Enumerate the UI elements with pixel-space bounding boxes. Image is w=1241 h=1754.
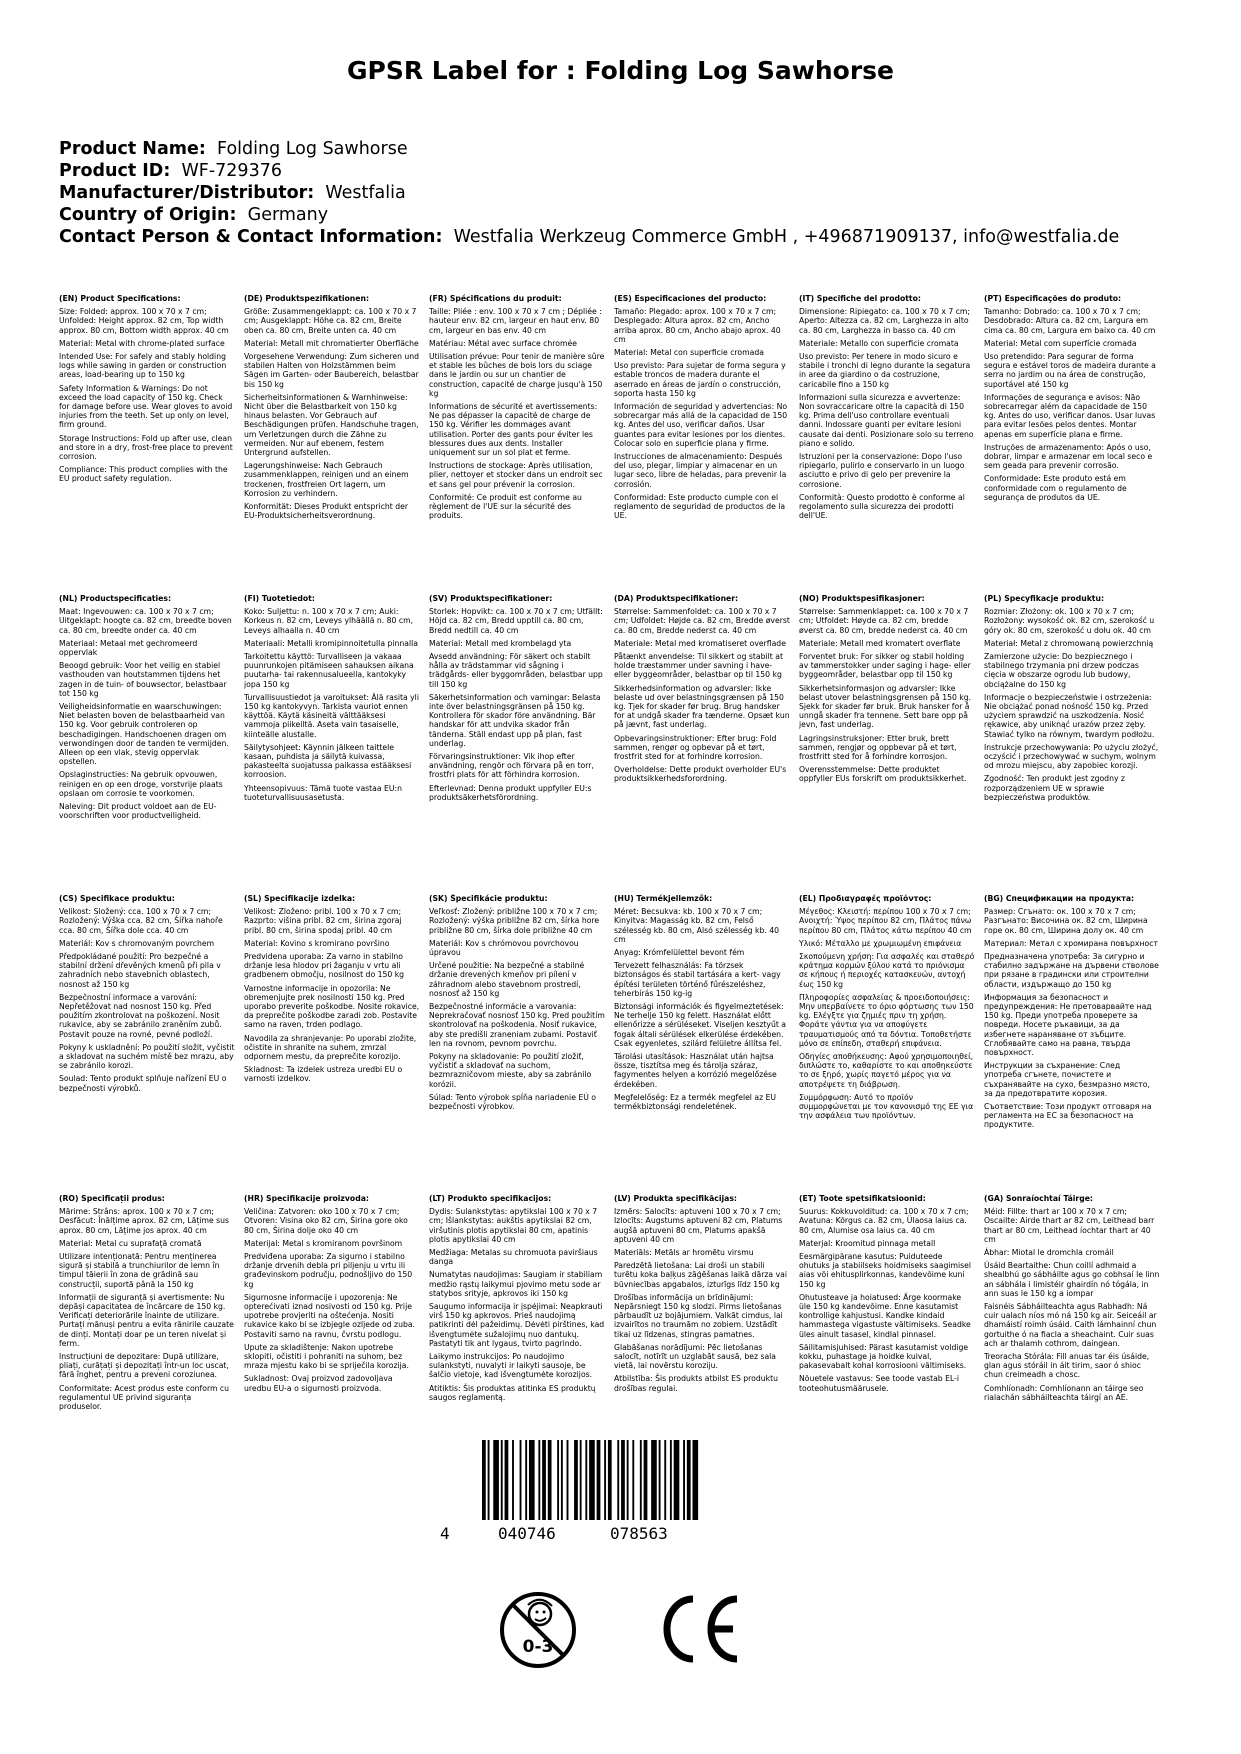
- barcode-bar: [683, 1440, 685, 1520]
- section-paragraph: Sukladnost: Ovaj proizvod zadovoljava uredbu EU-a o sigurnosti proizvoda.: [244, 1374, 393, 1393]
- section-paragraph: Soulad: Tento produkt splňuje nařízení EU o bezpečnosti výrobků.: [59, 1074, 227, 1093]
- section-heading: (CS) Specifikace produktu:: [59, 894, 175, 903]
- section-paragraph: Beoogd gebruik: Voor het veilig en stabiel vasthouden van houtstammen tijdens het zagen in de tuin- of bouwsector, belastbaar tot 150 kg: [59, 661, 227, 698]
- section-paragraph: Tarkoitettu käyttö: Turvalliseen ja vakaaa puunrunkojen pitämiseen sahauksen aikana puutarha- tai rakennusalueella, kantokyky jopa 150 kg: [244, 652, 414, 689]
- section-paragraph: Säilitamisjuhised: Pärast kasutamist voldige kokku, puhastage ja hoidke kuival, pakasevabalt kohal korrosiooni vältimiseks.: [799, 1342, 969, 1371]
- section-paragraph: Rozmiar: Złożony: ok. 100 x 70 x 7 cm; Rozłożony: wysokość ok. 82 cm, szerokość u góry ok. 80 cm, szerokość u dołu ok. 40 cm: [984, 607, 1155, 635]
- barcode-bar: [608, 1440, 612, 1520]
- section-paragraph: Material: Metal con superficie cromada: [614, 348, 764, 358]
- barcode-bar: [567, 1440, 569, 1520]
- section-paragraph: Lagerungshinweise: Nach Gebrauch zusammenklappen, reinigen und an einem trockenen, frostfreien Ort lagern, um Korrosion zu verhindern.: [244, 461, 409, 498]
- section-paragraph: Paredzētā lietošana: Lai droši un stabili turētu koka baļķus zāģēšanas laikā dārza vai būvniecības apgabalos, izturīgs līdz 150 kg: [614, 1261, 787, 1289]
- product-name-label: Product Name:: [59, 139, 206, 159]
- section-heading: (ES) Especificaciones del producto:: [614, 294, 767, 303]
- section-paragraph: Materiaal: Metaal met gechromeerd oppervlak: [59, 638, 198, 658]
- section-paragraph: Material: Metal with chrome-plated surface: [59, 338, 225, 348]
- section-paragraph: Informazioni sulla sicurezza e avvertenze: Non sovraccaricare oltre la capacità di 150 kg. Prima dell'uso controllare eventuali danni. Indossare guanti per evitare lesioni causate dai denti. Posizionare solo su terreno piano e solido.: [799, 392, 974, 448]
- section-paragraph: Suurus: Kokkuvolditud: ca. 100 x 70 x 7 cm; Avatuna: Kõrgus ca. 82 cm, Ülaosa laius ca. 80 cm, Alumise osa laius ca. 40 cm: [799, 1207, 969, 1235]
- section-paragraph: Conformité: Ce produit est conforme au règlement de l'UE sur la sécurité des produits.: [429, 492, 582, 521]
- section-paragraph: Upute za skladištenje: Nakon upotrebe sklopiti, očistiti i pohraniti na suhom, bez mraza mjestu kako bi se spriječila korozija.: [244, 1342, 409, 1371]
- section-paragraph: Veiligheidsinformatie en waarschuwingen: Niet belasten boven de belastbaarheid van 150 kg. Voor gebruik controleren op beschadigingen. Handschoenen dragen om verwondingen door de tanden te vermijden. Alleen op een vlak, stevig oppervlak opstellen.: [59, 702, 229, 767]
- barcode-bar: [548, 1440, 552, 1520]
- barcode-bar: [644, 1440, 648, 1520]
- section-heading: (LT) Produkto specifikacijos:: [429, 1194, 552, 1203]
- section-paragraph: Uso previsto: Para sujetar de forma segura y estable troncos de madera durante el aserrado en áreas de jardín o construcción, soporta hasta 150 kg: [614, 361, 786, 398]
- section-paragraph: Materiał: Metal z chromowaną powierzchnią: [984, 638, 1154, 648]
- section-heading: (PL) Specyfikacje produktu:: [984, 594, 1105, 603]
- barcode-bar: [604, 1440, 606, 1520]
- barcode-bar: [627, 1440, 629, 1520]
- section-paragraph: Navodila za shranjevanje: Po uporabi zložite, očistite in shranite na suhem, zmrzal odpornem mestu, da preprečite korozijo.: [244, 1033, 417, 1062]
- product-name-value: Folding Log Sawhorse: [217, 139, 408, 159]
- section-paragraph: Numatytas naudojimas: Saugiam ir stabiliam medžio rąstų laikymui pjovimo metu sode ar statybos srityje, apkrovos iki 150 kg: [429, 1270, 603, 1298]
- section-paragraph: Material: Metal com superfície cromada: [984, 338, 1137, 348]
- section-paragraph: Ábhar: Miotal le dromchla cromáil: [984, 1248, 1114, 1258]
- section-paragraph: Sikkerhedsinformation og advarsler: Ikke belaste ud over belastningsgrænsen på 150 kg. Tjek for skader før brug. Brug handsker for at undgå skader fra tænderne. Opsæt kun på jævnt, fast underlag.: [614, 683, 790, 730]
- section-paragraph: Úsáid Beartaithe: Chun coillí adhmaid a shealbhú go sábháilte agus go cobhsaí le linn an sábhála i limistéir ghairdín nó tógála, in ann suas le 150 kg a iompar: [984, 1261, 1160, 1298]
- section-heading: (SV) Produktspecifikationer:: [429, 594, 553, 603]
- section-paragraph: Material: Kovino s kromirano površino: [244, 938, 390, 948]
- section-paragraph: Dimensione: Ripiegato: ca. 100 x 70 x 7 cm; Aperto: Altezza ca. 82 cm, Larghezza in alto ca. 80 cm, Larghezza in basso ca. 40 cm: [799, 307, 970, 335]
- language-section: [984, 1194, 1160, 1494]
- section-paragraph: Laikymo instrukcijos: Po naudojimo sulankstyti, nuvalyti ir laikyti sausoje, be šalčio vietoje, kad išvengtumėte korozijos.: [429, 1352, 593, 1380]
- section-heading: (ET) Toote spetsifikatsioonid:: [799, 1194, 926, 1203]
- section-paragraph: Materiaali: Metalli kromipinnoitetulla pinnalla: [244, 638, 418, 648]
- section-paragraph: Conformità: Questo prodotto è conforme al regolamento sulla sicurezza dei prodotti dell'UE.: [799, 492, 965, 521]
- barcode-bar: [632, 1440, 634, 1520]
- language-section: [799, 294, 975, 594]
- section-paragraph: Utilizare intenționată: Pentru menținerea sigură și stabilă a trunchiurilor de lemn în timpul tăierii în zona de grădină sau construcții, suportă până la 150 kg: [59, 1252, 220, 1289]
- barcode-digit-lead: 4: [440, 1524, 450, 1543]
- section-paragraph: Velikost: Zloženo: pribl. 100 x 70 x 7 cm; Razprto: višina pribl. 82 cm, širina zgoraj pribl. 80 cm, širina spodaj pribl. 40 cm: [244, 907, 402, 935]
- section-paragraph: Treoracha Stórála: Fill anuas tar éis úsáide, glan agus stóráil in áit tirim, saor ó shioc chun creimeadh a chosc.: [984, 1352, 1150, 1380]
- section-paragraph: Materiale: Metallo con superficie cromata: [799, 338, 959, 348]
- section-heading: (BG) Спецификации на продукта:: [984, 894, 1135, 903]
- barcode-digits-left: 040746: [498, 1524, 556, 1543]
- barcode-digits-right: 078563: [610, 1524, 668, 1543]
- section-paragraph: Tamanho: Dobrado: ca. 100 x 70 x 7 cm; Desdobrado: Altura ca. 82 cm, Largura em cima ca. 80 cm, Largura em baixo ca. 40 cm: [984, 307, 1156, 335]
- section-paragraph: Turvallisuustiedot ja varoitukset: Älä rasita yli 150 kg kantokyvyn. Tarkista vauriot ennen käyttöä. Käytä käsineitä välttääksesi vammoja piikeiltä. Aseta vain tasaiselle, kiinteälle alustalle.: [244, 692, 419, 739]
- barcode-bar: [542, 1440, 546, 1520]
- section-heading: (DA) Produktspecifikationer:: [614, 594, 739, 603]
- section-paragraph: Saugumo informacija ir įspėjimai: Neapkrauti virš 150 kg apkrovos. Prieš naudojimą patikrinti dėl pažeidimų. Dėvėti pirštines, kad išvengtumėte sužalojimų nuo dantukų. Pastatyti tik ant lygaus, tvirto pagrindo.: [429, 1302, 605, 1348]
- section-heading: (NO) Produktspesifikasjoner:: [799, 594, 925, 603]
- section-paragraph: Materiál: Kov s chrómovou povrchovou úpravou: [429, 938, 579, 958]
- barcode-bar: [512, 1440, 514, 1520]
- language-section: [799, 594, 975, 894]
- section-paragraph: Material: Metal cu suprafață cromată: [59, 1238, 202, 1248]
- section-paragraph: Biztonsági információk és figyelmeztetések: Ne terhelje 150 kg felett. Használat előtt ellenőrizze a sérüléseket. Viseljen kesztyűt a fogak általi sérülések elkerülése érdekében. Csak egyenletes, szilárd felületre állítsa fel.: [614, 1002, 787, 1048]
- product-id-value: WF-729376: [181, 161, 282, 181]
- section-heading: (FR) Spécifications du produit:: [429, 294, 562, 303]
- section-paragraph: Materiale: Metall med kromatert overflate: [799, 638, 961, 648]
- section-paragraph: Säilytysohjeet: Käynnin jälkeen taittele kasaan, puhdista ja säilytä kuivassa, pakasteelta suojatussa paikassa estääksesi korroosion.: [244, 742, 412, 780]
- section-paragraph: Compliance: This product complies with the EU product safety regulation.: [59, 465, 228, 484]
- section-heading: (PT) Especificações do produto:: [984, 294, 1122, 303]
- language-section: [984, 894, 1160, 1194]
- manufacturer-value: Westfalia: [325, 183, 406, 203]
- product-name-row: [59, 138, 1119, 160]
- section-paragraph: Conformidade: Este produto está em conformidade com o regulamento de segurança de produtos da UE.: [984, 474, 1127, 502]
- section-paragraph: Tárolási utasítások: Használat után hajtsa össze, tisztítsa meg és tárolja száraz, fagymentes helyen a korrózió megelőzése érdekében.: [614, 1052, 777, 1089]
- section-paragraph: Drošības informācija un brīdinājumi: Nepārsniegt 150 kg slodzi. Pirms lietošanas pārbaudīt uz bojājumiem. Valkāt cimdus, lai izvairītos no traumām no zobiem. Uzstādīt tikai uz līdzenas, stingras pamatnes.: [614, 1292, 783, 1339]
- manufacturer-label: Manufacturer/Distributor:: [59, 183, 315, 203]
- section-paragraph: Velikost: Složený: cca. 100 x 70 x 7 cm; Rozložený: Výška cca. 82 cm, Šířka nahoře cca. 80 cm, Šířka dole cca. 40 cm: [59, 907, 223, 935]
- section-paragraph: Opslaginstructies: Na gebruik opvouwen, reinigen en op een droge, vorstvrije plaats opslaan om corrosie te voorkomen.: [59, 770, 223, 798]
- country-label: Country of Origin:: [59, 205, 237, 225]
- section-paragraph: Informacje o bezpieczeństwie i ostrzeżenia: Nie obciążać ponad nośność 150 kg. Przed użyciem sprawdzić na uszkodzenia. Nosić rękawice, aby uniknąć urazów przez zęby. Stawiać tylko na równym, twardym podłożu.: [984, 692, 1155, 739]
- section-paragraph: Informations de sécurité et avertissements: Ne pas dépasser la capacité de charge de 150 kg. Vérifier les dommages avant utilisation. Porter des gants pour éviter les blessures dues aux dents. Installer uniquement sur un sol plat et ferme.: [429, 402, 598, 458]
- section-paragraph: Uso pretendido: Para segurar de forma segura e estável toros de madeira durante a serra no jardim ou na área de construção, suportável até 150 kg: [984, 352, 1156, 389]
- barcode-bar: [589, 1440, 595, 1520]
- ce-mark-icon: [655, 1585, 745, 1675]
- language-section: [984, 294, 1160, 594]
- barcode-bar: [621, 1440, 625, 1520]
- barcode-bar: [674, 1440, 680, 1520]
- language-section: [614, 594, 790, 894]
- section-heading: (HR) Specifikacije proizvoda:: [244, 1194, 369, 1203]
- section-paragraph: Информация за безопасност и предупреждения: Не претоварвайте над 150 kg. Преди употреба проверете за повреди. Носете ръкавици, за да избегнете нараняване от зъбците. Сглобявайте само на равна, твърда повърхност.: [984, 992, 1152, 1058]
- barcode-bar: [617, 1440, 619, 1520]
- language-section: [244, 1194, 420, 1494]
- section-row: [59, 894, 1189, 1194]
- language-section: [59, 594, 235, 894]
- section-paragraph: Instrucciones de almacenamiento: Después del uso, plegar, limpiar y almacenar en un lugar seco, libre de heladas, para prevenir la corrosión.: [614, 452, 787, 489]
- section-paragraph: Instruções de armazenamento: Após o uso, dobrar, limpar e armazenar em local seco e sem geada para prevenir corrosão.: [984, 442, 1153, 471]
- section-paragraph: Určené použitie: Na bezpečné a stabilné držanie drevených kmeňov pri pílení v záhradnom alebo stavebnom prostredí, nosnosť až 150 kg: [429, 961, 585, 998]
- barcode-bar: [580, 1440, 582, 1520]
- section-paragraph: Veličina: Zatvoren: oko 100 x 70 x 7 cm; Otvoren: Visina oko 82 cm, Širina gore oko 80 cm, Širina dolje oko 40 cm: [244, 1207, 408, 1235]
- section-heading: (GA) Sonraíochtaí Táirge:: [984, 1194, 1094, 1203]
- manufacturer-row: [59, 182, 1119, 204]
- section-paragraph: Opbevaringsinstruktioner: Efter brug: Fold sammen, rengør og opbevar på et tørt, frostfrit sted for at forhindre korrosion.: [614, 733, 777, 762]
- language-section: [429, 594, 605, 894]
- section-paragraph: Инструкции за съхранение: След употреба сгънете, почистете и съхранявайте на сухо, безмразно място, за да предотвратите корозия.: [984, 1061, 1150, 1098]
- section-paragraph: Размер: Сгънато: ок. 100 x 70 x 7 cm; Разгънато: Височина ок. 82 cm, Ширина горе ок. 80 cm, Ширина долу ок. 40 cm: [984, 907, 1148, 935]
- section-paragraph: Съответствие: Този продукт отговаря на регламента на ЕС за безопасност на продуктите.: [984, 1102, 1152, 1130]
- section-paragraph: Bezpečnostné informácie a varovania: Neprekračovať nosnosť 150 kg. Pred použitím skontrolovať na poškodenia. Nosiť rukavice, aby ste predišli zraneniam zubami. Postaviť len na rovnom, pevnom povrchu.: [429, 1002, 605, 1048]
- section-heading: (HU) Termékjellemzők:: [614, 894, 713, 903]
- section-paragraph: Atbilstība: Šis produkts atbilst ES produktu drošības regulai.: [614, 1374, 778, 1393]
- section-heading: (FI) Tuotetiedot:: [244, 594, 315, 603]
- section-paragraph: Instrukcje przechowywania: Po użyciu złożyć, oczyścić i przechowywać w suchym, wolnym od mrozu miejscu, aby zapobiec korozji.: [984, 742, 1159, 771]
- section-paragraph: Faisnéis Sábháilteachta agus Rabhadh: Ná cuir ualach níos mó ná 150 kg air. Seiceáil ar dhamáistí roimh úsáid. Caith lámhainní chun gortuithe ó na fiacla a sheachaint. Cuir suas ach ar thalamh cothrom, daingean.: [984, 1302, 1157, 1348]
- barcode-bar: [557, 1440, 559, 1520]
- barcode-bar: [505, 1440, 509, 1520]
- section-paragraph: Tervezett felhasználás: Fa törzsek biztonságos és stabil tartására a kert- vagy építési területen történő fűrészeléshez, teherbírás 150 kg-ig: [614, 961, 781, 998]
- section-paragraph: Lagringsinstruksjoner: Etter bruk, brett sammen, rengjør og oppbevar på et tørt, frostfritt sted for å forhindre korrosjon.: [799, 733, 957, 762]
- section-paragraph: Istruzioni per la conservazione: Dopo l'uso ripiegarlo, pulirlo e conservarlo in un luogo asciutto e privo di gelo per prevenire la corrosione.: [799, 452, 965, 489]
- barcode-bar: [538, 1440, 540, 1520]
- section-paragraph: Konformität: Dieses Produkt entspricht der EU-Produktsicherheitsverordnung.: [244, 502, 409, 521]
- barcode-bar: [585, 1440, 587, 1520]
- section-paragraph: Zgodność: Ten produkt jest zgodny z rozporządzeniem UE w sprawie bezpieczeństwa produktów.: [984, 774, 1125, 802]
- section-paragraph: Yhteensopivuus: Tämä tuote vastaa EU:n tuoteturvallisuusasetusta.: [244, 783, 402, 802]
- section-paragraph: Skladnost: Ta izdelek ustreza uredbi EU o varnosti izdelkov.: [244, 1065, 403, 1084]
- barcode-bar: [640, 1440, 642, 1520]
- section-paragraph: Ohutusteave ja hoiatused: Ärge koormake üle 150 kg kandevõime. Enne kasutamist kontrollige kahjustusi. Kandke kindaid hammastega vigastuste vältimiseks. Seadke üles ainult tasasel, kindlal pinnasel.: [799, 1292, 971, 1339]
- barcode-bar: [664, 1440, 666, 1520]
- section-paragraph: Comhlíonadh: Comhlíonann an táirge seo rialachán sábháilteachta táirgí an AE.: [984, 1383, 1144, 1402]
- barcode-bar: [520, 1440, 522, 1520]
- section-paragraph: Υλικό: Μέταλλο με χρωμιωμένη επιφάνεια: [799, 938, 962, 948]
- section-paragraph: Sigurnosne informacije i upozorenja: Ne opterećivati iznad nosivosti od 150 kg. Prije upotrebe provjeriti na oštećenja. Nositi rukavice kako bi se izbjegle ozljede od zuba. Postaviti samo na ravnu, čvrstu podlogu.: [244, 1292, 416, 1339]
- language-section: [429, 294, 605, 594]
- section-paragraph: Efterlevnad: Denna produkt uppfyller EU:s produktsäkerhetsförordning.: [429, 783, 592, 802]
- section-heading: (LV) Produkta specifikācijas:: [614, 1194, 737, 1203]
- barcode-bar: [561, 1440, 563, 1520]
- section-paragraph: Påtænkt anvendelse: Til sikkert og stabilt at holde træstammer under savning i have- eller byggeområder, belastbar op til 150 kg: [614, 652, 783, 680]
- section-paragraph: Tamaño: Plegado: aprox. 100 x 70 x 7 cm; Desplegado: Altura aprox. 82 cm, Ancho arriba aprox. 80 cm, Ancho abajo aprox. 40 cm: [614, 307, 781, 344]
- barcode-bar: [501, 1440, 503, 1520]
- section-paragraph: Instructions de stockage: Après utilisation, plier, nettoyer et stocker dans un endroit sec et sans gel pour prévenir la corrosion.: [429, 461, 603, 489]
- language-section: [244, 894, 420, 1194]
- section-paragraph: Pokyny na skladovanie: Po použití zložiť, vyčistiť a skladovať na suchom, bezmrazničovom mieste, aby sa zabránilo korózii.: [429, 1052, 592, 1089]
- section-paragraph: Intended Use: For safely and stably holding logs while sawing in garden or construction areas, load-bearing up to 150 kg: [59, 352, 227, 380]
- barcode: [440, 1440, 720, 1550]
- section-paragraph: Eesmärgipärane kasutus: Puiduteede ohutuks ja stabiilseks hoidmiseks saagimisel aias või ehitusplirkonnas, kandevõime kuni 150 kg: [799, 1252, 971, 1289]
- section-paragraph: Předpokládané použití: Pro bezpečné a stabilní držení dřevěných kmenů při pila v zahradních nebo stavebních oblastech, nosnost až 150 kg: [59, 952, 221, 989]
- section-paragraph: Instrucțiuni de depozitare: După utilizare, pliați, curățați și depozitați într-un loc uscat, fără înghet, pentru a preveni coroziunea.: [59, 1352, 229, 1380]
- section-paragraph: Μέγεθος: Κλειστή: περίπου 100 x 70 x 7 cm; Ανοιχτή: Ύψος περίπου 82 cm, Πλάτος πάνω περίπου 80 cm, Πλάτος κάτω περίπου 40 cm: [799, 907, 972, 935]
- section-paragraph: Predvidena uporaba: Za varno in stabilno držanje lesa hlodov pri žaganju v vrtu ali gradbenem območju, nosilnost do 150 kg: [244, 952, 405, 980]
- section-paragraph: Πληροφορίες ασφαλείας & προειδοποιήσεις: Μην υπερβαίνετε το όριο φόρτωσης των 150 kg. Ελέγξτε για ζημιές πριν τη χρήση. Φοράτε γάντια για να αποφύγετε τραυματισμούς από τα δόντια. Τοποθετήστε μόνο σε επίπεδη, σταθερή επιφάνεια.: [799, 992, 974, 1048]
- section-paragraph: Maat: Ingevouwen: ca. 100 x 70 x 7 cm; Uitgeklapt: hoogte ca. 82 cm, breedte boven ca. 80 cm, breedte onder ca. 40 cm: [59, 607, 232, 635]
- section-paragraph: Uso previsto: Per tenere in modo sicuro e stabile i tronchi di legno durante la segatura in aree da giardino o da costruzione, caricabile fino a 150 kg: [799, 352, 971, 389]
- section-paragraph: Méret: Becsukva: kb. 100 x 70 x 7 cm; Kinyitva: Magasság kb. 82 cm, Felső szélesség kb. 80 cm, Alsó szélesség kb. 40 cm: [614, 907, 779, 944]
- section-paragraph: Informații de siguranță și avertismente: Nu depăși capacitatea de încărcare de 150 kg. Verificați deteriorările înainte de utilizare. Purtați mănuși pentru a evita rănirile cauzate de dinți. Montați doar pe un teren nivelat și ferm.: [59, 1292, 234, 1348]
- section-heading: (EL) Προδιαγραφές προϊόντος:: [799, 894, 932, 903]
- section-paragraph: Méid: Fillte: thart ar 100 x 70 x 7 cm; Oscailte: Airde thart ar 82 cm, Leithead barr thart ar 80 cm, Leithead íochtar thart ar 40 cm: [984, 1207, 1155, 1244]
- barcode-bar: [529, 1440, 535, 1520]
- barcode-bar: [488, 1440, 490, 1520]
- language-section: [59, 1194, 235, 1494]
- section-heading: (SK) Špecifikácie produktu:: [429, 894, 548, 903]
- section-paragraph: Größe: Zusammengeklappt: ca. 100 x 70 x 7 cm; Ausgeklappt: Höhe ca. 82 cm, Breite oben ca. 80 cm, Breite unten ca. 40 cm: [244, 307, 417, 335]
- section-paragraph: Nõuetele vastavus: See toode vastab EL-i tooteohutusmäärusele.: [799, 1374, 960, 1393]
- barcode-bar: [525, 1440, 527, 1520]
- section-paragraph: Utilisation prévue: Pour tenir de manière sûre et stable les bûches de bois lors du sciage dans le jardin ou sur un chantier de construction, capacité de charge jusqu'à 150 kg: [429, 352, 605, 398]
- section-paragraph: Vorgesehene Verwendung: Zum sicheren und stabilen Halten von Holzstämmen beim Sägen im Garten- oder Baubereich, belastbar bis 150 kg: [244, 352, 420, 389]
- section-paragraph: Предназначена употреба: За сигурно и стабилно задържане на дървени стволове при рязане в градински или строителни области, издържащо до 150 kg: [984, 952, 1159, 989]
- section-paragraph: Sikkerhetsinformasjon og advarsler: Ikke belast utover belastningsgrensen på 150 kg. Sjekk for skader før bruk. Bruk hansker for å unngå skader fra tennene. Sett bare opp på jevn, fast underlag.: [799, 683, 972, 730]
- barcode-bar: [659, 1440, 661, 1520]
- barcode-bar: [482, 1440, 486, 1520]
- section-paragraph: Συμμόρφωση: Αυτό το προϊόν συμμορφώνεται με τον κανονισμό της ΕΕ για την ασφάλεια των προϊόντων.: [799, 1092, 974, 1121]
- section-paragraph: Overensstemmelse: Dette produktet oppfyller EUs forskrift om produktsikkerhet.: [799, 765, 967, 784]
- section-paragraph: Størrelse: Sammenklappet: ca. 100 x 70 x 7 cm; Utfoldet: Høyde ca. 82 cm, bredde øverst ca. 80 cm, bredde nederst ca. 40 cm: [799, 607, 969, 635]
- section-paragraph: Sicherheitsinformationen & Warnhinweise: Nicht über die Belastbarkeit von 150 kg hinaus belasten. Vor Gebrauch auf Beschädigungen prüfen. Handschuhe tragen, um Verletzungen durch die Zähne zu vermeiden. Nur auf ebenem, festem Untergrund aufstellen.: [244, 392, 419, 458]
- section-paragraph: Medžiaga: Metalas su chromuota paviršiaus danga: [429, 1248, 598, 1267]
- language-section: [429, 894, 605, 1194]
- contact-row: [59, 226, 1119, 248]
- section-heading: (SL) Specifikacije izdelka:: [244, 894, 356, 903]
- language-section: [244, 594, 420, 894]
- section-paragraph: Pokyny k uskladnění: Po použití složit, vyčistit a skladovat na suchém místě bez mrazu, aby se zabránilo korozi.: [59, 1042, 235, 1071]
- section-paragraph: Izmērs: Salocīts: aptuveni 100 x 70 x 7 cm; Izlocīts: Augstums aptuveni 82 cm, Platums augšā aptuveni 80 cm, Platums apakšā aptuveni 40 cm: [614, 1207, 783, 1244]
- section-paragraph: Veľkosť: Zložený: približne 100 x 70 x 7 cm; Rozložený: výška približne 82 cm, šírka hore približne 80 cm, šírka dole približne 40 cm: [429, 907, 600, 935]
- section-row: [59, 594, 1189, 894]
- section-row: [59, 294, 1189, 594]
- language-section: [984, 594, 1160, 894]
- country-row: [59, 204, 1119, 226]
- language-section: [799, 894, 975, 1194]
- section-paragraph: Bezpečnostní informace a varování: Nepřetěžovat nad nosnost 150 kg. Před použitím zkontrolovat na poškození. Nosit rukavice, aby se zabránilo zraněním zubů. Postavit pouze na rovné, pevné podloží.: [59, 992, 222, 1039]
- section-heading: (RO) Specificații produs:: [59, 1194, 165, 1203]
- language-section: [614, 294, 790, 594]
- barcode-bar: [597, 1440, 601, 1520]
- section-paragraph: Σκοπούμενη χρήση: Για ασφαλές και σταθερό κράτημα κορμών ξύλου κατά το πριόνισμα σε κήπους ή περιοχές κατασκευών, αντοχή έως 150 kg: [799, 952, 975, 989]
- section-paragraph: Dydis: Sulankstytas: apytikslai 100 x 70 x 7 cm; Išlankstytas: aukštis apytikslai 82 cm, viršutinis plotis apytikslai 80 cm, apatinis plotis apytikslai 40 cm: [429, 1207, 598, 1244]
- section-paragraph: Materiale: Metal med kromatiseret overflade: [614, 638, 786, 648]
- section-paragraph: Koko: Suljettu: n. 100 x 70 x 7 cm; Auki: Korkeus n. 82 cm, Leveys ylhäällä n. 80 cm, Leveys alhaalla n. 40 cm: [244, 607, 414, 635]
- section-paragraph: Zamierzone użycie: Do bezpiecznego i stabilnego trzymania pni drzew podczas cięcia w obszarze ogrodu lub budowy, obciążalne do 150 kg: [984, 652, 1139, 689]
- section-paragraph: Conformidad: Este producto cumple con el reglamento de seguridad de productos de la UE.: [614, 492, 786, 521]
- section-paragraph: Materiāls: Metāls ar hromētu virsmu: [614, 1248, 754, 1258]
- section-paragraph: Avsedd användning: För säkert och stabilt hålla av trädstammar vid sågning i trädgårds- eller byggområden, belastbar upp till 150 kg: [429, 652, 603, 689]
- section-paragraph: Varnostne informacije in opozorila: Ne obremenjujte prek nosilnosti 150 kg. Pred uporabo preverite poškodbe. Nosite rokavice, da preprečite poškodbe zaradi zob. Postavite samo na raven, trden podlago.: [244, 983, 420, 1030]
- barcode-bar: [687, 1440, 691, 1520]
- language-section: [244, 294, 420, 594]
- barcode-bar: [493, 1440, 499, 1520]
- section-paragraph: Megfelelőség: Ez a termék megfelel az EU termékbiztonsági rendeletének.: [614, 1092, 777, 1112]
- barcode-bar: [670, 1440, 672, 1520]
- section-paragraph: Size: Folded: approx. 100 x 70 x 7 cm; Unfolded: Height approx. 82 cm, Top width approx. 80 cm, Bottom width approx. 40 cm: [59, 307, 229, 335]
- section-paragraph: Súlad: Tento výrobok spĺňa nariadenie EÚ o bezpečnosti výrobkov.: [429, 1092, 596, 1112]
- section-paragraph: Glabāšanas norādījumi: Pēc lietošanas salocīt, notīrīt un uzglabāt sausā, bez sala vietā, lai novērstu koroziju.: [614, 1342, 777, 1371]
- section-paragraph: Matériau: Métal avec surface chromée: [429, 338, 577, 348]
- page-title: GPSR Label for : Folding Log Sawhorse: [347, 56, 894, 85]
- section-paragraph: Säkerhetsinformation och varningar: Belasta inte över belastningsgränsen på 150 kg. Kontrollera för skador före användning. Bär handskar för att undvika skador från tänderna. Ställ endast upp på plan, fast underlag.: [429, 692, 601, 748]
- section-heading: (EN) Product Specifications:: [59, 294, 181, 303]
- section-heading: (IT) Specifiche del prodotto:: [799, 294, 921, 303]
- product-id-label: Product ID:: [59, 161, 171, 181]
- section-paragraph: Mărime: Strâns: aprox. 100 x 70 x 7 cm; Desfăcut: Înălțime aprox. 82 cm, Lățime sus aprox. 80 cm, Lățime jos aprox. 40 cm: [59, 1207, 230, 1235]
- section-paragraph: Atitiktis: Šis produktas atitinka ES produktų saugos reglamentą.: [429, 1383, 596, 1402]
- language-section: [59, 294, 235, 594]
- section-paragraph: Predviđena uporaba: Za sigurno i stabilno držanje drvenih debla pri piljenju u vrtu ili građevinskom području, podnošljivo do 150 kg: [244, 1252, 413, 1289]
- section-paragraph: Materjal: Kroomitud pinnaga metall: [799, 1238, 936, 1248]
- section-paragraph: Storlek: Hopvikt: ca. 100 x 70 x 7 cm; Utfällt: Höjd ca. 82 cm, Bredd upptill ca. 80 cm, Bredd nedtill ca. 40 cm: [429, 607, 603, 635]
- section-paragraph: Taille: Pliée : env. 100 x 70 x 7 cm ; Dépliée : hauteur env. 82 cm, largeur en haut env. 80 cm, largeur en bas env. 40 cm: [429, 307, 602, 335]
- section-paragraph: Safety Information & Warnings: Do not exceed the load capacity of 150 kg. Check for damage before use. Wear gloves to avoid injuries from the teeth. Set up only on level, firm ground.: [59, 383, 233, 430]
- section-paragraph: Forventet bruk: For sikker og stabil holding av tømmerstokker under saging i hage- eller byggeområder, belastbar opp til 150 kg: [799, 652, 971, 680]
- contact-value: Westfalia Werkzeug Commerce GmbH , +496871909137, info@westfalia.de: [453, 227, 1120, 247]
- language-section: [59, 894, 235, 1194]
- section-paragraph: Material: Metall mit chromatierter Oberfläche: [244, 338, 419, 348]
- product-id-row: [59, 160, 1119, 182]
- section-paragraph: Material: Metall med krombelagd yta: [429, 638, 572, 648]
- contact-label: Contact Person & Contact Information:: [59, 227, 443, 247]
- section-paragraph: Οδηγίες αποθήκευσης: Αφού χρησιμοποιηθεί, διπλώστε το, καθαρίστε το και αποθηκεύστε το σε ξηρό, χωρίς παγετό μέρος για να αποτρέψετε τη διάβρωση.: [799, 1052, 974, 1089]
- section-paragraph: Størrelse: Sammenfoldet: ca. 100 x 70 x 7 cm; Udfoldet: Højde ca. 82 cm, Bredde øverst ca. 80 cm, Bredde nederst ca. 40 cm: [614, 607, 790, 635]
- age-warning-text: 0-3: [522, 1637, 554, 1657]
- barcode-bars: [482, 1440, 700, 1520]
- section-paragraph: Conformitate: Acest produs este conform cu regulamentul UE privind siguranța produselor.: [59, 1383, 230, 1412]
- section-paragraph: Материал: Метал с хромирана повърхност: [984, 938, 1158, 948]
- section-paragraph: Förvaringsinstruktioner: Vik ihop efter användning, rengör och förvara på en torr, frostfri plats för att förhindra korrosion.: [429, 752, 594, 780]
- section-paragraph: Storage Instructions: Fold up after use, clean and store in a dry, frost-free place to prevent corrosion.: [59, 433, 233, 462]
- section-paragraph: Materijal: Metal s kromiranom površinom: [244, 1238, 403, 1248]
- language-section: [799, 1194, 975, 1494]
- section-paragraph: Información de seguridad y advertencias: No sobrecargar más allá de la capacidad de 150 kg. Antes del uso, verificar daños. Usar guantes para evitar lesiones por los dientes. Colocar solo en superficie plana y firme.: [614, 402, 788, 448]
- product-info: [59, 138, 1119, 248]
- barcode-bar: [651, 1440, 657, 1520]
- country-value: Germany: [247, 205, 329, 225]
- section-paragraph: Materiál: Kov s chromovaným povrchem: [59, 938, 215, 948]
- section-paragraph: Overholdelse: Dette produkt overholder EU's produktsikkerhedsforordning.: [614, 765, 787, 784]
- section-paragraph: Informações de segurança e avisos: Não sobrecarregar além da capacidade de 150 kg. Antes do uso, verificar danos. Usar luvas para evitar lesões pelos dentes. Montar apenas em superfície plana e firme.: [984, 392, 1156, 439]
- section-heading: (DE) Produktspezifikationen:: [244, 294, 370, 303]
- section-paragraph: Anyag: Krómfelülettel bevont fém: [614, 948, 745, 958]
- section-heading: (NL) Productspecificaties:: [59, 594, 172, 603]
- section-paragraph: Naleving: Dit product voldoet aan de EU-voorschriften voor productveiligheid.: [59, 802, 217, 821]
- barcode-bar: [692, 1440, 698, 1520]
- barcode-bar: [574, 1440, 578, 1520]
- language-section: [614, 894, 790, 1194]
